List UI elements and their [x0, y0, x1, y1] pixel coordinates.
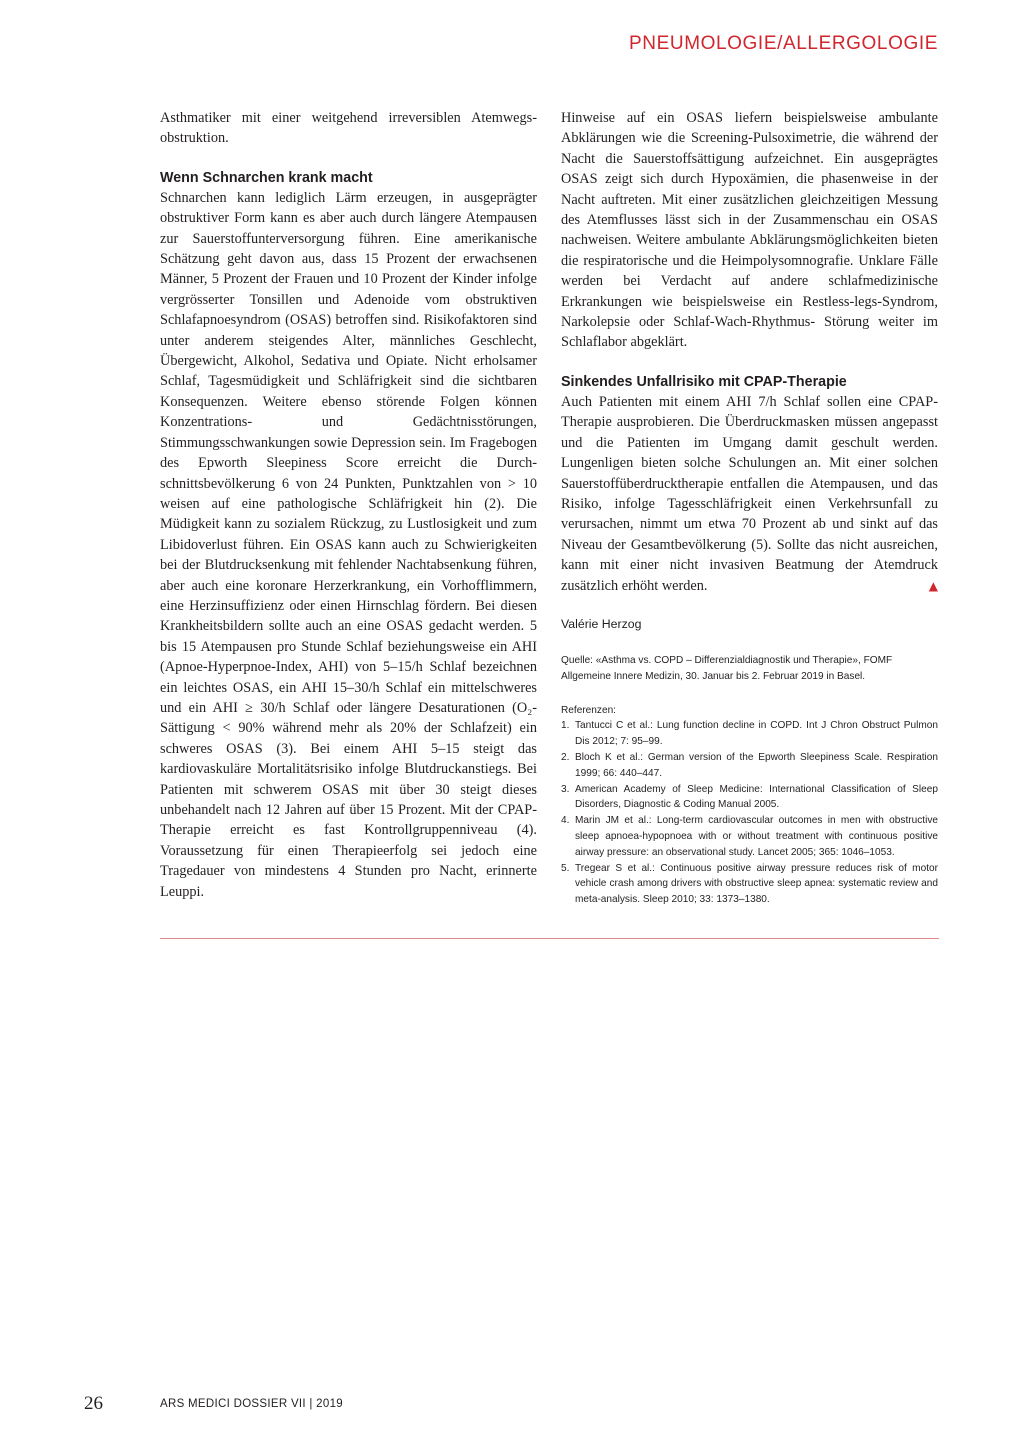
reference-text: Marin JM et al.: Long-term cardiovascular outcomes in men with obstructive sleep apnoea-hypopnoea with or without treatment with continuous positive airway pressure: an observational study. Lancet 2005; 365: 1046–1053. — [575, 815, 938, 858]
author-name: Valérie Herzog — [561, 616, 642, 631]
references-title: Referenzen: — [561, 704, 616, 716]
reference-number: 2. — [561, 751, 570, 763]
reference-number: 4. — [561, 815, 570, 827]
reference-text: American Academy of Sleep Medicine: International Classification of Sleep Disorders, Diagnostic & Coding Manual 2005. — [575, 783, 938, 811]
reference-item — [561, 813, 938, 860]
section-heading-schnarchen: Wenn Schnarchen krank macht — [160, 169, 373, 186]
reference-text: Tantucci C et al.: Lung function decline in COPD. Int J Chron Obstruct Pulmon Dis 2012; 7: 95–99. — [575, 720, 938, 748]
reference-number: 5. — [561, 862, 570, 874]
reference-text: Bloch K et al.: German version of the Epworth Sleepiness Scale. Respiration 1999; 66: 440–447. — [575, 751, 938, 779]
right-body-paragraph — [561, 392, 938, 596]
reference-item — [561, 718, 938, 750]
references-list — [561, 718, 938, 908]
source-note: Quelle: «Asthma vs. COPD – Differenzialdiagnostik und Therapie», FOMF Allgemeine Innere Medizin, 30. Januar bis 2. Februar 2019 in Basel. — [561, 654, 893, 682]
right-body-text: Auch Patienten mit einem AHI 7/h Schlaf sollen eine CPAP-Therapie ausprobieren. Die Überdruckmasken müssen angepasst und die Patienten im Umgang damit geschult werden. Lungenligen bieten solche Schulungen an. Mit einer solchen Sauerstoffüberdrucktherapie entfallen die Atempausen, und das Risiko, infolge Tagesschläfrigkeit einen Verkehrsunfall zu verursachen, nimmt um etwa 70 Prozent ab und sinkt auf das Niveau der Gesamtbevölkerung (5). Sollte das nicht ausreichen, kann mit einer nicht invasiven Beatmung der Atemdruck zusätzlich erhöht werden. — [561, 393, 938, 594]
left-intro-paragraph: Asthmatiker mit einer weitgehend irreversiblen Atemwegsobstruktion. — [160, 110, 537, 147]
end-of-article-triangle-icon: ▲ — [928, 578, 938, 593]
page-number: 26 — [84, 1393, 103, 1414]
journal-footer: ARS MEDICI DOSSIER VII | 2019 — [160, 1398, 343, 1410]
reference-number: 1. — [561, 720, 570, 732]
reference-item — [561, 750, 938, 782]
section-heading-cpap: Sinkendes Unfallrisiko mit CPAP-Therapie — [561, 373, 847, 390]
right-column — [561, 108, 938, 908]
reference-number: 3. — [561, 783, 570, 795]
article-end-divider — [160, 938, 939, 939]
reference-text: Tregear S et al.: Continuous positive airway pressure reduces risk of motor vehicle crash among drivers with obstructive sleep apnea: systematic review and meta-analysis. Sleep 2010; 33: 1373–1380. — [575, 862, 938, 906]
right-intro-paragraph: Hinweise auf ein OSAS liefern beispielsweise ambulante Abklärungen wie die Screening-Pulsoximetrie, die während der Nacht die Sauerstoffsättigung aufzeichnet. Ein ausgeprägtes OSAS zeigt sich durch Hypoxämien, die phasenweise in der Nacht auftreten. Mit einer zusätzlichen gleichzeitigen Messung des Atemflusses lässt sich in der Zusammenschau ein OSAS nachweisen. Weitere ambulante Abklärungsmöglichkeiten bieten die respiratorische und die Heimpolysomnografie. Unklare Fälle werden bei Verdacht auf andere schlafmedizinische Erkrankungen wie beispielsweise ein Restless-legs-Syndrom, Narkolepsie oder Schlaf-Wach-Rhythmus- Störung weiter im Schlaflabor abgeklärt. — [561, 110, 938, 351]
left-body-paragraph: Schnarchen kann lediglich Lärm erzeugen, in ausgeprägter obstruktiver Form kann es aber auch durch längere Atempausen zur Sauerstoffunterversorgung führen. Eine amerikanische Schätzung geht davon aus, dass 15 Prozent der erwachsenen Männer, 5 Prozent der Frauen und 10 Prozent der Kinder infolge vergrösserter Tonsillen und Adenoide vom obstruktiven Schlafapnoesyndrom (OSAS) betroffen sind. Risikofaktoren sind unter anderem steigendes Alter, männliches Geschlecht, Übergewicht, Alkohol, Sedativa und Opiate. Nicht erholsamer Schlaf, Tagesmüdigkeit und Schläfrigkeit sind die sichtbaren Konsequenzen. Weitere ebenso störende Folgen können Konzentrations- und Gedächtnisstörungen, Stimmungsschwankungen sowie Depression sein. Im Fragebogen des Epworth Sleepiness Score erreicht die Durchschnittsbevölkerung 6 von 24 Punkten, Punktzahlen von > 10 weisen auf eine pathologische Schläfrigkeit hin (2). Die Müdigkeit kann zu sozialem Rückzug, zu Lustlosigkeit und zum Libidoverlust führen. Ein OSAS kann auch zu Schwierigkeiten bei der Blutdrucksenkung mit fehlender Nachtabsenkung führen, aber auch eine koronare Herzerkrankung, ein Vorhofflimmern, eine Herzinsuffizienz oder einen Hirnschlag fördern. Bei diesen Krankheitsbildern sollte auch an eine OSAS gedacht werden. 5 bis 15 Atempausen pro Stunde Schlaf beziehungsweise ein AHI (Apnoe-Hyperpnoe-Index, AHI) von 5–15/h Schlaf bezeichnen ein leichtes OSAS, ein AHI 15–30/h Schlaf ein mittelschweres und ein AHI ≥ 30/h Schlaf oder längere Desaturationen (O₂-Sättigung < 90% während mehr als 20% der Schlafzeit) ein schweres OSAS (3). Bei einem AHI 5–15 steigt das kardiovaskuläre Mortalitätsrisiko infolge Blutdruckanstiegs. Bei Patienten mit schwerem OSAS mit über 30 steigt dieses unbehandelt nach 12 Jahren auf über 15 Prozent. Mit der CPAP-Therapie erreicht es fast Kontrollgruppenniveau (4). Voraussetzung für einen Therapieerfolg sei jedoch eine Tragedauer von mindestens 4 Stunden pro Nacht, erinnerte Leuppi. — [160, 189, 537, 900]
section-label: PNEUMOLOGIE/ALLERGOLOGIE — [629, 33, 938, 54]
reference-item — [561, 782, 938, 814]
left-column — [160, 108, 537, 902]
reference-item — [561, 861, 938, 908]
